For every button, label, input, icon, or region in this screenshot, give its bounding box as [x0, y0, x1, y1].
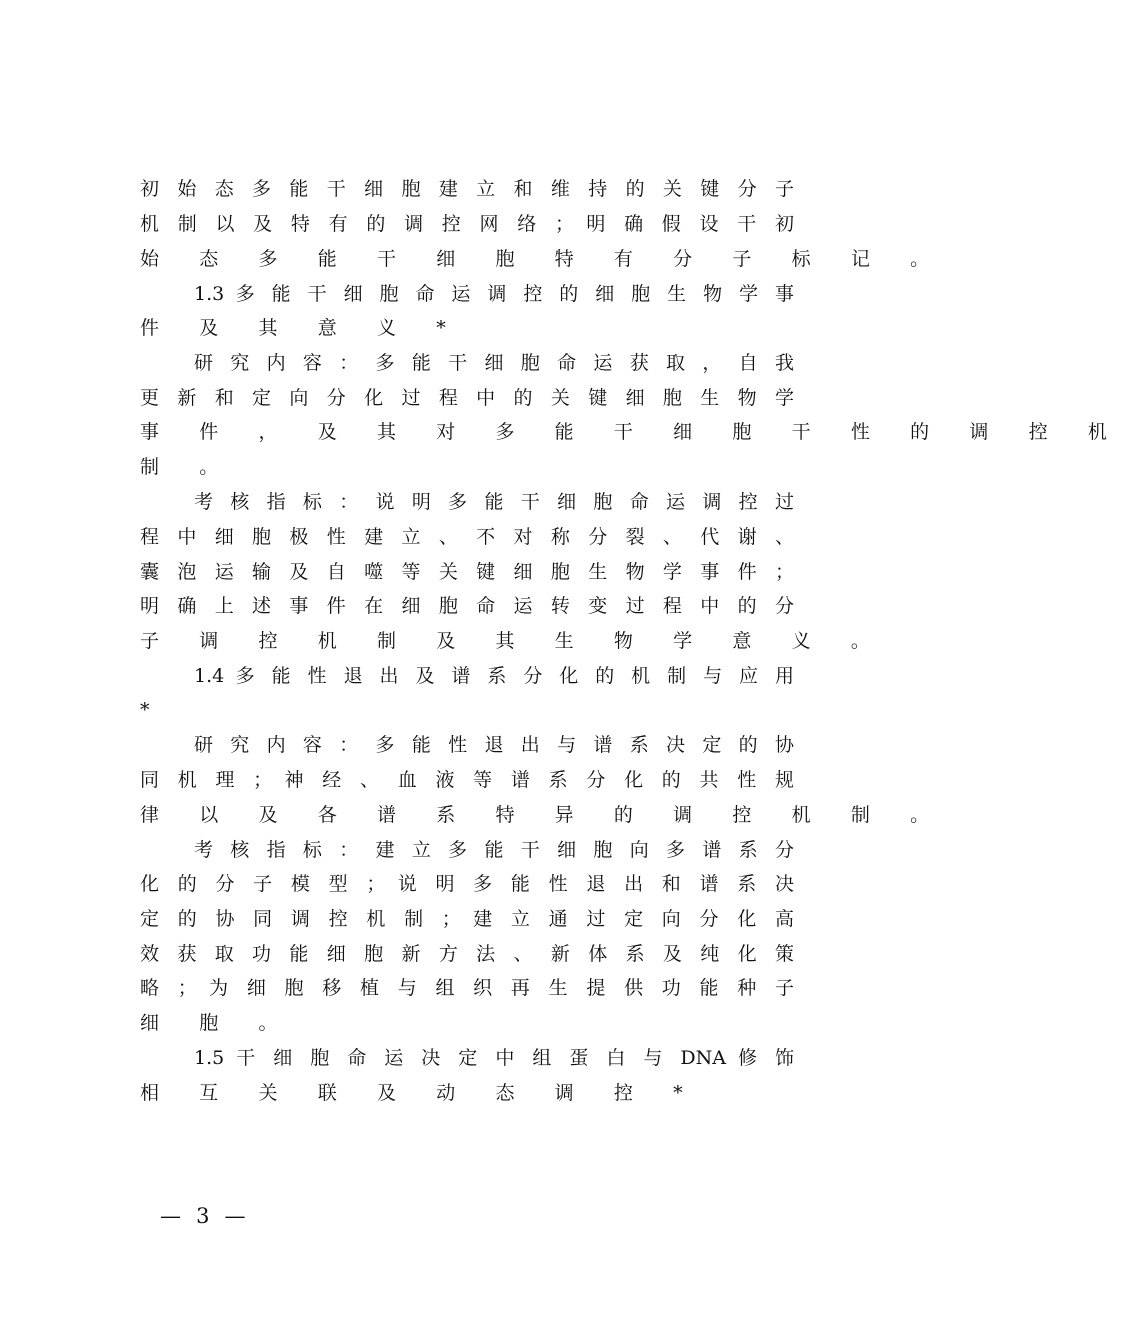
- text-line: 事 件 ， 及 其 对 多 能 干 细 胞 干 性 的 调 控 机: [140, 421, 1124, 443]
- section-heading-1-5-cont: 相 互 关 联 及 动 态 调 控 *: [140, 1082, 700, 1104]
- text-line: 制 。: [140, 456, 236, 478]
- text-line: 子 调 控 机 制 及 其 生 物 学 意 义 。: [140, 630, 887, 652]
- text-line: 始 态 多 能 干 细 胞 特 有 分 子 标 记 。: [140, 248, 947, 270]
- research-content-label: 研 究 内 容 ： 多 能 性 退 出 与 谱 系 决 定 的 协: [194, 734, 794, 756]
- page-number: — 3 —: [160, 1204, 250, 1228]
- text-line: 机 制 以 及 特 有 的 调 控 网 络 ； 明 确 假 设 干 初: [140, 213, 794, 235]
- text-line: 化 的 分 子 模 型 ； 说 明 多 能 性 退 出 和 谱 系 决: [140, 873, 794, 895]
- text-line: 囊 泡 运 输 及 自 噬 等 关 键 细 胞 生 物 学 事 件 ；: [140, 561, 794, 583]
- section-heading-1-5: 1.5 干 细 胞 命 运 决 定 中 组 蛋 白 与 DNA 修 饰: [194, 1047, 794, 1069]
- text-line: 初 始 态 多 能 干 细 胞 建 立 和 维 持 的 关 键 分 子: [140, 178, 794, 200]
- text-line: 定 的 协 同 调 控 机 制 ； 建 立 通 过 定 向 分 化 高: [140, 908, 794, 930]
- section-heading-1-4: 1.4 多 能 性 退 出 及 谱 系 分 化 的 机 制 与 应 用: [194, 665, 794, 687]
- section-heading-1-3: 1.3 多 能 干 细 胞 命 运 调 控 的 细 胞 生 物 学 事: [194, 283, 794, 305]
- text-line: 程 中 细 胞 极 性 建 立 、 不 对 称 分 裂 、 代 谢 、: [140, 526, 794, 548]
- text-line: 律 以 及 各 谱 系 特 异 的 调 控 机 制 。: [140, 804, 947, 826]
- assessment-indicators-label: 考 核 指 标 ： 说 明 多 能 干 细 胞 命 运 调 控 过: [194, 491, 794, 513]
- text-line: 细 胞 。: [140, 1012, 295, 1034]
- text-line: 同 机 理 ； 神 经 、 血 液 等 谱 系 分 化 的 共 性 规: [140, 769, 794, 791]
- section-heading-1-3-cont: 件 及 其 意 义 *: [140, 317, 463, 339]
- text-line: 略 ； 为 细 胞 移 植 与 组 织 再 生 提 供 功 能 种 子: [140, 977, 794, 999]
- text-line: 效 获 取 功 能 细 胞 新 方 法 、 新 体 系 及 纯 化 策: [140, 943, 794, 965]
- text-line: 更 新 和 定 向 分 化 过 程 中 的 关 键 细 胞 生 物 学: [140, 387, 794, 409]
- assessment-indicators-label: 考 核 指 标 ： 建 立 多 能 干 细 胞 向 多 谱 系 分: [194, 839, 794, 861]
- section-heading-1-4-cont: *: [140, 699, 167, 721]
- research-content-label: 研 究 内 容 ： 多 能 干 细 胞 命 运 获 取 ， 自 我: [194, 352, 794, 374]
- text-line: 明 确 上 述 事 件 在 细 胞 命 运 转 变 过 程 中 的 分: [140, 595, 794, 617]
